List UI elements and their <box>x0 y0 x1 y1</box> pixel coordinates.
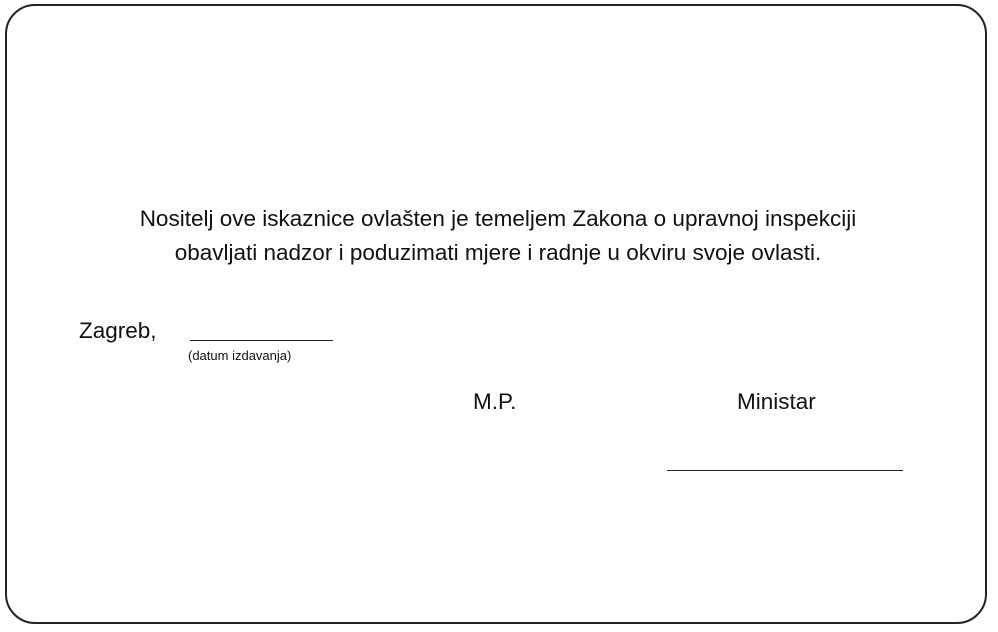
statement-line-1: Nositelj ove iskaznice ovlašten je temeljem Zakona o upravnoj inspekciji <box>139 206 857 231</box>
issue-place: Zagreb, <box>79 318 157 343</box>
seal-label: M.P. <box>473 389 517 414</box>
issue-date-line <box>190 340 333 341</box>
issue-date-caption: (datum izdavanja) <box>188 348 292 363</box>
id-card-back <box>5 4 987 624</box>
statement-line-2: obavljati nadzor i poduzimati mjere i radnje u okviru svoje ovlasti. <box>174 240 822 265</box>
authorization-statement <box>7 202 989 270</box>
signatory-title: Ministar <box>737 389 816 414</box>
signature-line <box>667 470 903 471</box>
